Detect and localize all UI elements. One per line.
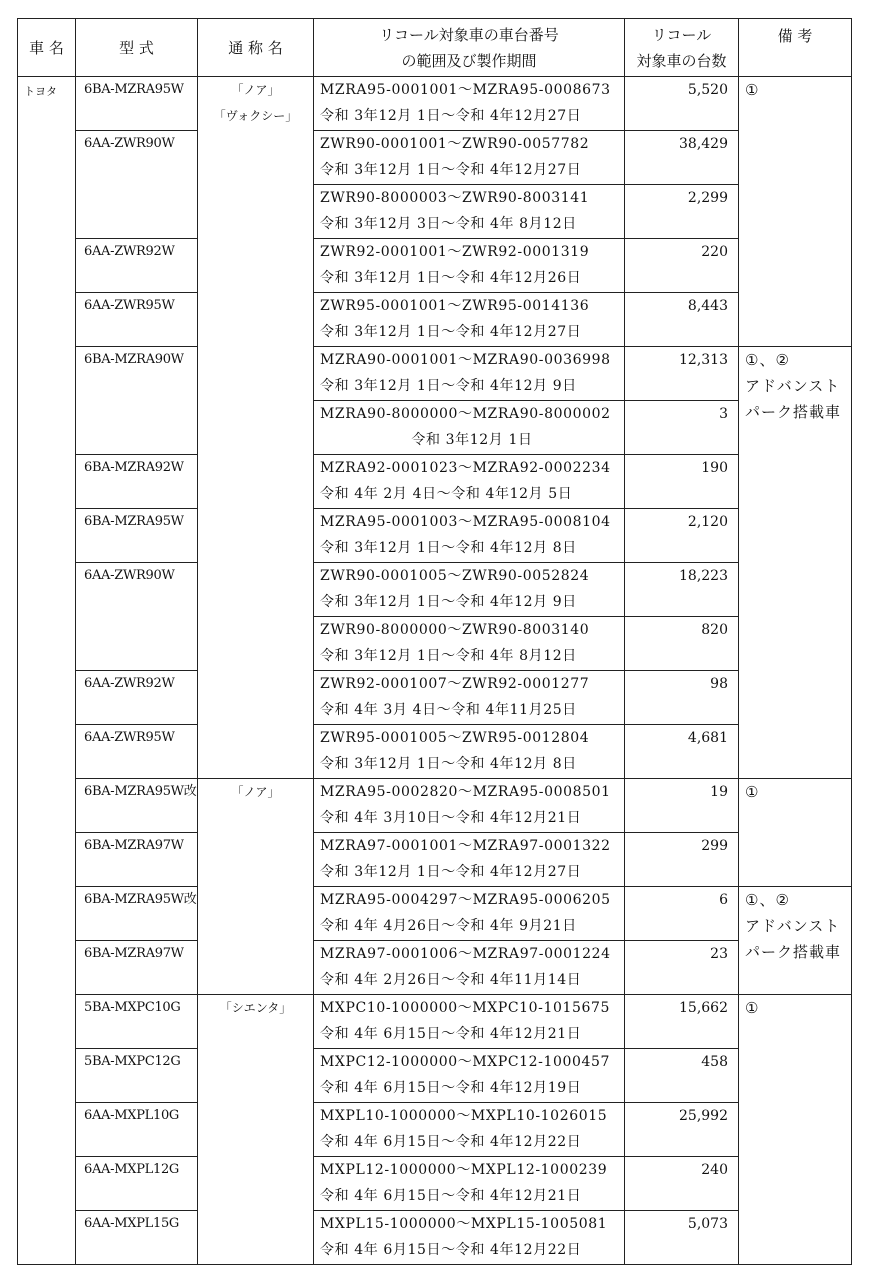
header-range-line1: リコール対象車の車台番号 xyxy=(379,25,559,44)
model-cell: 6AA-ZWR95W xyxy=(76,293,198,347)
serial-range: MZRA90-8000000～MZRA90-8000002 xyxy=(320,406,611,422)
header-row xyxy=(18,19,852,77)
range-cell xyxy=(314,833,625,887)
range-cell xyxy=(314,347,625,401)
model-cell: 6AA-ZWR92W xyxy=(76,671,198,725)
note-line: ① xyxy=(745,81,760,99)
header-count-line2: 対象車の台数 xyxy=(636,51,727,70)
table-row xyxy=(18,833,852,887)
range-cell xyxy=(314,563,625,617)
production-period: 令和 3年12月 1日～令和 4年12月 8日 xyxy=(320,540,577,556)
range-cell xyxy=(314,725,625,779)
count-cell: 12,313 xyxy=(625,347,739,401)
count-cell: 190 xyxy=(625,455,739,509)
model-cell: 6AA-ZWR95W xyxy=(76,725,198,779)
model-cell: 6AA-ZWR90W xyxy=(76,131,198,239)
header-range xyxy=(314,19,625,77)
table-row xyxy=(18,509,852,563)
count-cell: 458 xyxy=(625,1049,739,1103)
range-cell xyxy=(314,185,625,239)
common-name-line: 「ノア」 xyxy=(231,785,280,799)
count-cell: 5,073 xyxy=(625,1211,739,1265)
serial-range: MXPC10-1000000～MXPC10-1015675 xyxy=(320,1000,611,1016)
range-cell xyxy=(314,1157,625,1211)
note-line: アドバンスト xyxy=(745,377,841,395)
model-cell: 6BA-MZRA95W改 xyxy=(76,779,198,833)
production-period: 令和 3年12月 1日～令和 4年12月27日 xyxy=(320,162,582,178)
count-cell: 18,223 xyxy=(625,563,739,617)
count-cell: 2,120 xyxy=(625,509,739,563)
production-period: 令和 3年12月 1日～令和 4年12月27日 xyxy=(320,108,582,124)
model-cell: 6BA-MZRA97W xyxy=(76,833,198,887)
table-row xyxy=(18,131,852,185)
serial-range: ZWR92-0001001～ZWR92-0001319 xyxy=(320,244,590,260)
production-period: 令和 4年 4月26日～令和 4年 9月21日 xyxy=(320,918,577,934)
serial-range: ZWR90-0001001～ZWR90-0057782 xyxy=(320,136,590,152)
model-cell: 6AA-MXPL12G xyxy=(76,1157,198,1211)
note-cell xyxy=(739,887,852,995)
serial-range: ZWR90-0001005～ZWR90-0052824 xyxy=(320,568,590,584)
header-common-name: 通 称 名 xyxy=(198,19,314,77)
note-line: パーク搭載車 xyxy=(745,403,842,421)
table-row xyxy=(18,887,852,941)
common-name-line: 「ノア」 xyxy=(231,83,280,97)
header-count xyxy=(625,19,739,77)
serial-range: MZRA92-0001023～MZRA92-0002234 xyxy=(320,460,611,476)
model-cell: 5BA-MXPC12G xyxy=(76,1049,198,1103)
table-row xyxy=(18,779,852,833)
table-row xyxy=(18,1103,852,1157)
note-cell xyxy=(739,77,852,347)
serial-range: MXPL15-1000000～MXPL15-1005081 xyxy=(320,1216,608,1232)
range-cell xyxy=(314,239,625,293)
common-name-line: 「ヴォクシー」 xyxy=(213,109,298,123)
serial-range: MXPC12-1000000～MXPC12-1000457 xyxy=(320,1054,611,1070)
production-period: 令和 3年12月 1日～令和 4年12月27日 xyxy=(320,864,582,880)
note-line: ① xyxy=(745,999,760,1017)
production-period: 令和 3年12月 1日～令和 4年12月26日 xyxy=(320,270,582,286)
count-cell: 98 xyxy=(625,671,739,725)
header-model: 型 式 xyxy=(76,19,198,77)
count-cell: 38,429 xyxy=(625,131,739,185)
range-cell xyxy=(314,455,625,509)
production-period: 令和 3年12月 1日 xyxy=(411,432,533,448)
note-line: ①、② xyxy=(745,891,790,909)
table-row xyxy=(18,1049,852,1103)
range-cell xyxy=(314,131,625,185)
count-cell: 23 xyxy=(625,941,739,995)
note-cell xyxy=(739,779,852,887)
model-cell: 6BA-MZRA95W xyxy=(76,77,198,131)
range-cell xyxy=(314,671,625,725)
model-cell: 6AA-MXPL10G xyxy=(76,1103,198,1157)
serial-range: MXPL10-1000000～MXPL10-1026015 xyxy=(320,1108,608,1124)
production-period: 令和 4年 6月15日～令和 4年12月22日 xyxy=(320,1242,582,1258)
note-line: ① xyxy=(745,783,760,801)
model-cell: 6BA-MZRA92W xyxy=(76,455,198,509)
table-row xyxy=(18,347,852,401)
serial-range: ZWR95-0001005～ZWR95-0012804 xyxy=(320,730,590,746)
production-period: 令和 4年 6月15日～令和 4年12月22日 xyxy=(320,1134,582,1150)
table-row xyxy=(18,995,852,1049)
range-cell xyxy=(314,1049,625,1103)
note-cell xyxy=(739,347,852,779)
model-cell: 6BA-MZRA95W xyxy=(76,509,198,563)
range-cell xyxy=(314,509,625,563)
production-period: 令和 4年 3月10日～令和 4年12月21日 xyxy=(320,810,582,826)
serial-range: ZWR92-0001007～ZWR92-0001277 xyxy=(320,676,590,692)
header-range-line2: の範囲及び製作期間 xyxy=(401,51,537,70)
table-row xyxy=(18,1157,852,1211)
model-cell: 6BA-MZRA97W xyxy=(76,941,198,995)
serial-range: MXPL12-1000000～MXPL12-1000239 xyxy=(320,1162,608,1178)
production-period: 令和 4年 3月 4日～令和 4年11月25日 xyxy=(320,702,577,718)
model-cell: 6AA-ZWR90W xyxy=(76,563,198,671)
count-cell: 2,299 xyxy=(625,185,739,239)
table-row xyxy=(18,725,852,779)
production-period: 令和 4年 6月15日～令和 4年12月21日 xyxy=(320,1188,582,1204)
production-period: 令和 4年 6月15日～令和 4年12月19日 xyxy=(320,1080,582,1096)
range-cell xyxy=(314,401,625,455)
range-cell xyxy=(314,77,625,131)
range-cell xyxy=(314,1211,625,1265)
production-period: 令和 3年12月 1日～令和 4年12月 8日 xyxy=(320,756,577,772)
range-cell xyxy=(314,1103,625,1157)
recall-table xyxy=(17,18,852,1265)
note-line: アドバンスト xyxy=(745,917,841,935)
count-cell: 4,681 xyxy=(625,725,739,779)
count-cell: 220 xyxy=(625,239,739,293)
range-cell xyxy=(314,887,625,941)
header-note: 備 考 xyxy=(739,19,852,77)
production-period: 令和 4年 6月15日～令和 4年12月21日 xyxy=(320,1026,582,1042)
count-cell: 25,992 xyxy=(625,1103,739,1157)
serial-range: ZWR95-0001001～ZWR95-0014136 xyxy=(320,298,590,314)
production-period: 令和 4年 2月 4日～令和 4年12月 5日 xyxy=(320,486,573,502)
model-cell: 6BA-MZRA95W改 xyxy=(76,887,198,941)
model-cell: 5BA-MXPC10G xyxy=(76,995,198,1049)
table-row xyxy=(18,941,852,995)
table-row xyxy=(18,239,852,293)
table-row xyxy=(18,293,852,347)
production-period: 令和 3年12月 1日～令和 4年12月27日 xyxy=(320,324,582,340)
note-cell xyxy=(739,995,852,1265)
range-cell xyxy=(314,941,625,995)
range-cell xyxy=(314,779,625,833)
common-name-cell xyxy=(198,779,314,995)
count-cell: 19 xyxy=(625,779,739,833)
serial-range: MZRA97-0001001～MZRA97-0001322 xyxy=(320,838,611,854)
table-row xyxy=(18,1211,852,1265)
serial-range: MZRA97-0001006～MZRA97-0001224 xyxy=(320,946,611,962)
serial-range: MZRA95-0001003～MZRA95-0008104 xyxy=(320,514,611,530)
production-period: 令和 4年 2月26日～令和 4年11月14日 xyxy=(320,972,582,988)
common-name-cell xyxy=(198,995,314,1265)
model-cell: 6BA-MZRA90W xyxy=(76,347,198,455)
model-cell: 6AA-MXPL15G xyxy=(76,1211,198,1265)
count-cell: 8,443 xyxy=(625,293,739,347)
range-cell xyxy=(314,995,625,1049)
production-period: 令和 3年12月 3日～令和 4年 8月12日 xyxy=(320,216,577,232)
header-maker: 車 名 xyxy=(18,19,76,77)
count-cell: 820 xyxy=(625,617,739,671)
table-row xyxy=(18,77,852,131)
count-cell: 6 xyxy=(625,887,739,941)
serial-range: MZRA90-0001001～MZRA90-0036998 xyxy=(320,352,611,368)
production-period: 令和 3年12月 1日～令和 4年 8月12日 xyxy=(320,648,577,664)
serial-range: ZWR90-8000003～ZWR90-8003141 xyxy=(320,190,590,206)
count-cell: 3 xyxy=(625,401,739,455)
model-cell: 6AA-ZWR92W xyxy=(76,239,198,293)
table-row xyxy=(18,563,852,617)
serial-range: ZWR90-8000000～ZWR90-8003140 xyxy=(320,622,590,638)
table-row xyxy=(18,671,852,725)
note-line: ①、② xyxy=(745,351,790,369)
serial-range: MZRA95-0002820～MZRA95-0008501 xyxy=(320,784,611,800)
table-row xyxy=(18,455,852,509)
table-body xyxy=(18,77,852,1265)
production-period: 令和 3年12月 1日～令和 4年12月 9日 xyxy=(320,378,577,394)
count-cell: 5,520 xyxy=(625,77,739,131)
serial-range: MZRA95-0001001～MZRA95-0008673 xyxy=(320,82,611,98)
count-cell: 299 xyxy=(625,833,739,887)
maker-cell: トヨタ xyxy=(18,77,76,1265)
range-cell xyxy=(314,617,625,671)
production-period: 令和 3年12月 1日～令和 4年12月 9日 xyxy=(320,594,577,610)
note-line: パーク搭載車 xyxy=(745,943,842,961)
common-name-line: 「シエンタ」 xyxy=(219,1001,292,1015)
serial-range: MZRA95-0004297～MZRA95-0006205 xyxy=(320,892,611,908)
count-cell: 15,662 xyxy=(625,995,739,1049)
header-count-line1: リコール xyxy=(651,25,712,44)
common-name-cell xyxy=(198,77,314,779)
range-cell xyxy=(314,293,625,347)
count-cell: 240 xyxy=(625,1157,739,1211)
